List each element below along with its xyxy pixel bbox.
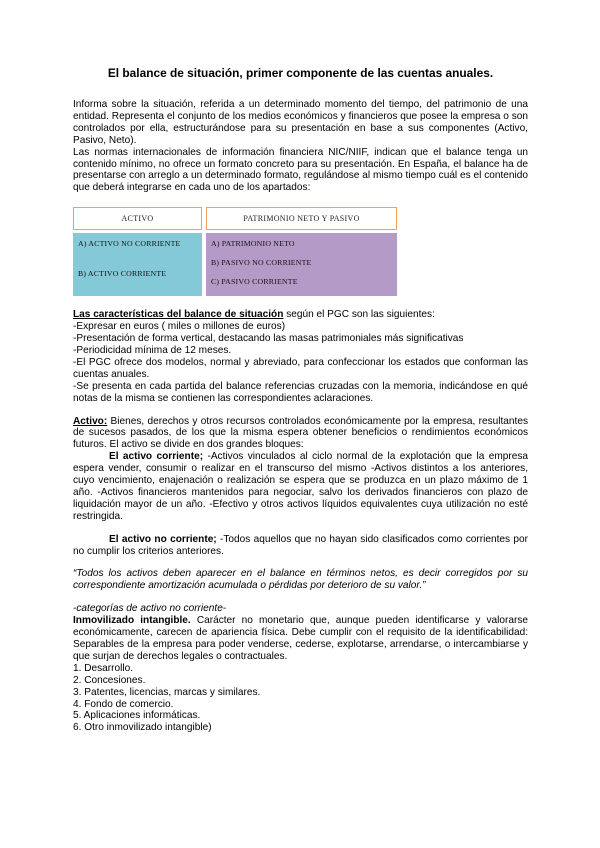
spacer xyxy=(73,557,528,568)
intangible-paragraph xyxy=(73,615,528,663)
diagram-activo-no-corriente: A) ACTIVO NO CORRIENTE xyxy=(78,239,181,248)
caracteristicas-intro xyxy=(73,309,528,321)
diagram-header-patrimonio-label: PATRIMONIO NETO Y PASIVO xyxy=(243,214,360,223)
intangible-label: Inmovilizado intangible. xyxy=(73,615,191,627)
activo-no-corriente-label: El activo no corriente; xyxy=(109,533,217,545)
caracteristica-item: -Se presenta en cada partida del balance referencias cruzadas con la memoria, indicándose en qué notas de la misma se contienen las correspondientes aclaraciones. xyxy=(73,380,528,404)
intangible-text: Carácter no monetario que, aunque pueden identificarse y valorarse económicamente, carecen de apariencia física. Debe cumplir con el requisito de la identificabilidad: Separables de la empresa para poder venderse, cederse, explotarse, arrendarse, o intercambiarse y que surjan de derechos legales o contractuales. xyxy=(73,615,528,662)
diagram-activo-corriente: B) ACTIVO CORRIENTE xyxy=(78,269,167,278)
activo-corriente-label: El activo corriente; xyxy=(109,451,204,463)
caracteristicas-heading-rest: según el PGC son las siguientes: xyxy=(283,309,435,321)
caracteristica-item: -Presentación de forma vertical, destacando las masas patrimoniales más significativas xyxy=(73,333,464,345)
list-item: 5. Aplicaciones informáticas. xyxy=(73,710,201,722)
diagram-pasivo-corriente: C) PASIVO CORRIENTE xyxy=(211,277,298,286)
balance-diagram xyxy=(73,207,528,302)
caracteristica-item: -Periodicidad mínima de 12 meses. xyxy=(73,344,232,356)
caracteristica-item: -El PGC ofrece dos modelos, normal y abreviado, para confeccionar los estados que conforman las cuentas anuales. xyxy=(73,356,528,380)
activo-no-corriente-text: -Todos aquellos que no hayan sido clasificados como corrientes por no cumplir los criterios anteriores. xyxy=(73,533,528,557)
caracteristicas-heading: Las características del balance de situación xyxy=(73,309,284,321)
activo-definition xyxy=(73,416,528,452)
activo-corriente-text: -Activos vinculados al ciclo normal de la explotación que la empresa espera vender, consumir o realizar en el transcurso del mismo -Activos distintos a los anteriores, cuyo vencimiento, enajenación o realización se espera que se produzca en un plazo máximo de 1 año. -Activos financieros mantenidos para negociar, salvo los derivados financieros con plazo de liquidación mayor de un año. -Efectivo y otros activos líquidos equivalentes cuya utilización no esté restringida. xyxy=(73,451,528,522)
diagram-header-activo xyxy=(73,207,202,230)
diagram-patrimonio-neto: A) PATRIMONIO NETO xyxy=(211,239,295,248)
list-item: 1. Desarrollo. xyxy=(73,662,134,674)
activo-quote: “Todos los activos deben aparecer en el balance en términos netos, es decir corregidos por su correspondiente amortización acumulada o pérdidas por deterioro de su valor.” xyxy=(73,568,528,592)
diagram-activo-box xyxy=(73,233,202,296)
spacer xyxy=(73,523,528,534)
spacer xyxy=(73,592,528,603)
diagram-patrimonio-box xyxy=(206,233,397,296)
activo-corriente-paragraph xyxy=(73,451,528,522)
activo-text: Bienes, derechos y otros recursos controlados económicamente por la empresa, resultantes de sucesos pasados, de los que la misma espera obtener beneficios o rendimientos económicos futuros. El activo se divide en dos grandes bloques: xyxy=(73,415,528,451)
list-item: 4. Fondo de comercio. xyxy=(73,698,174,710)
list-item: 2. Concesiones. xyxy=(73,674,146,686)
diagram-pasivo-no-corriente: B) PASIVO NO CORRIENTE xyxy=(211,258,312,267)
activo-no-corriente-paragraph xyxy=(73,534,528,558)
spacer xyxy=(73,405,528,416)
intro-paragraph-2: Las normas internacionales de información financiera NIC/NIIF, indican que el balance tenga un contenido mínimo, no ofrece un formato concreto para su presentación. En España, el balance ha de presentarse con arreglo a un determinado formato, regulándose al mismo tiempo cuál es el contenido que deberá integrarse en cada uno de los apartados: xyxy=(73,146,528,194)
activo-label: Activo: xyxy=(73,415,108,427)
caracteristica-item: -Expresar en euros ( miles o millones de euros) xyxy=(73,321,286,333)
intro-paragraph-1: Informa sobre la situación, referida a un determinado momento del tiempo, del patrimonio de una entidad. Representa el conjunto de los medios económicos y financieros que posee la empresa o son controlados por ella, estructurándose para su presentación en base a sus componentes (Activo, Pasivo, Neto). xyxy=(73,99,528,146)
document-body xyxy=(73,66,528,734)
list-item: 3. Patentes, licencias, marcas y similares. xyxy=(73,686,261,698)
categorias-heading: -categorías de activo no corriente- xyxy=(73,603,227,615)
diagram-header-activo-label: ACTIVO xyxy=(121,214,154,223)
page-title: El balance de situación, primer componente de las cuentas anuales. xyxy=(107,66,494,80)
diagram-header-patrimonio xyxy=(206,207,397,230)
list-item: 6. Otro inmovilizado intangible) xyxy=(73,722,212,734)
